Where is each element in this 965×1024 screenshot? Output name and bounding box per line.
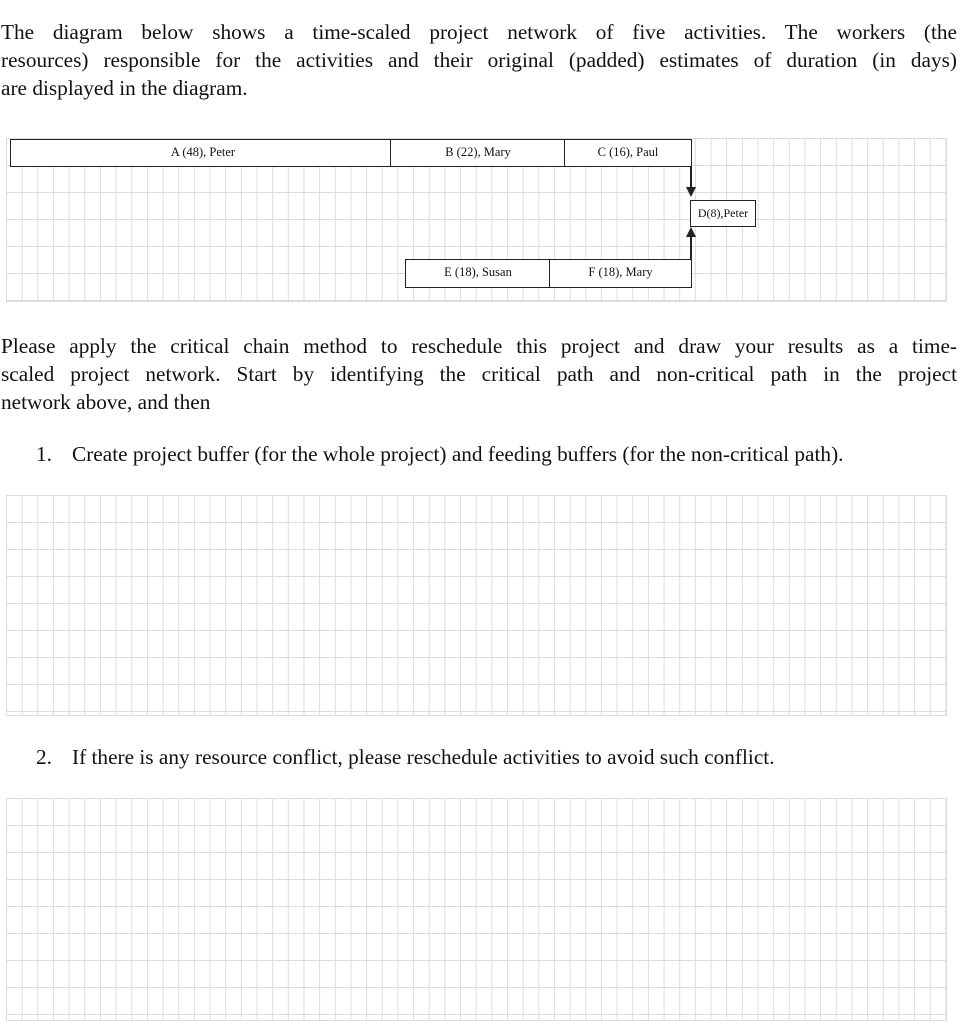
question-number: 1. bbox=[36, 442, 52, 466]
answer-grid-1[interactable] bbox=[6, 495, 947, 716]
activity-d-bar: D(8),Peter bbox=[690, 200, 756, 227]
instructions-line: Please apply the critical chain method to reschedule this project and draw your results as a time- bbox=[1, 334, 957, 358]
project-network-diagram bbox=[6, 138, 947, 302]
question-number: 2. bbox=[36, 745, 52, 769]
activity-a-bar: A (48), Peter bbox=[10, 139, 396, 167]
intro-line: resources) responsible for the activities and their original (padded) estimates of duration (in days) bbox=[1, 48, 957, 72]
arrow-up-icon bbox=[686, 227, 696, 237]
intro-line: The diagram below shows a time-scaled project network of five activities. The workers (the bbox=[1, 20, 957, 44]
activity-b-bar: B (22), Mary bbox=[390, 139, 566, 167]
instructions-paragraph bbox=[1, 332, 957, 416]
question-text: If there is any resource conflict, please reschedule activities to avoid such conflict. bbox=[72, 745, 775, 769]
question-text: Create project buffer (for the whole project) and feeding buffers (for the non-critical path). bbox=[72, 442, 844, 466]
instructions-line: network above, and then bbox=[1, 390, 211, 414]
answer-grid-2[interactable] bbox=[6, 798, 947, 1021]
arrow-down-icon bbox=[686, 187, 696, 197]
activity-f-bar: F (18), Mary bbox=[549, 259, 692, 288]
connector-c-to-d bbox=[690, 166, 692, 188]
question-2 bbox=[36, 743, 775, 771]
question-1 bbox=[36, 440, 843, 468]
activity-c-bar: C (16), Paul bbox=[564, 139, 692, 167]
activity-e-bar: E (18), Susan bbox=[405, 259, 551, 288]
intro-paragraph bbox=[1, 18, 957, 102]
instructions-line: scaled project network. Start by identifying the critical path and non-critical path in the project bbox=[1, 362, 957, 386]
connector-f-to-d bbox=[690, 237, 692, 260]
intro-line: are displayed in the diagram. bbox=[1, 76, 248, 100]
